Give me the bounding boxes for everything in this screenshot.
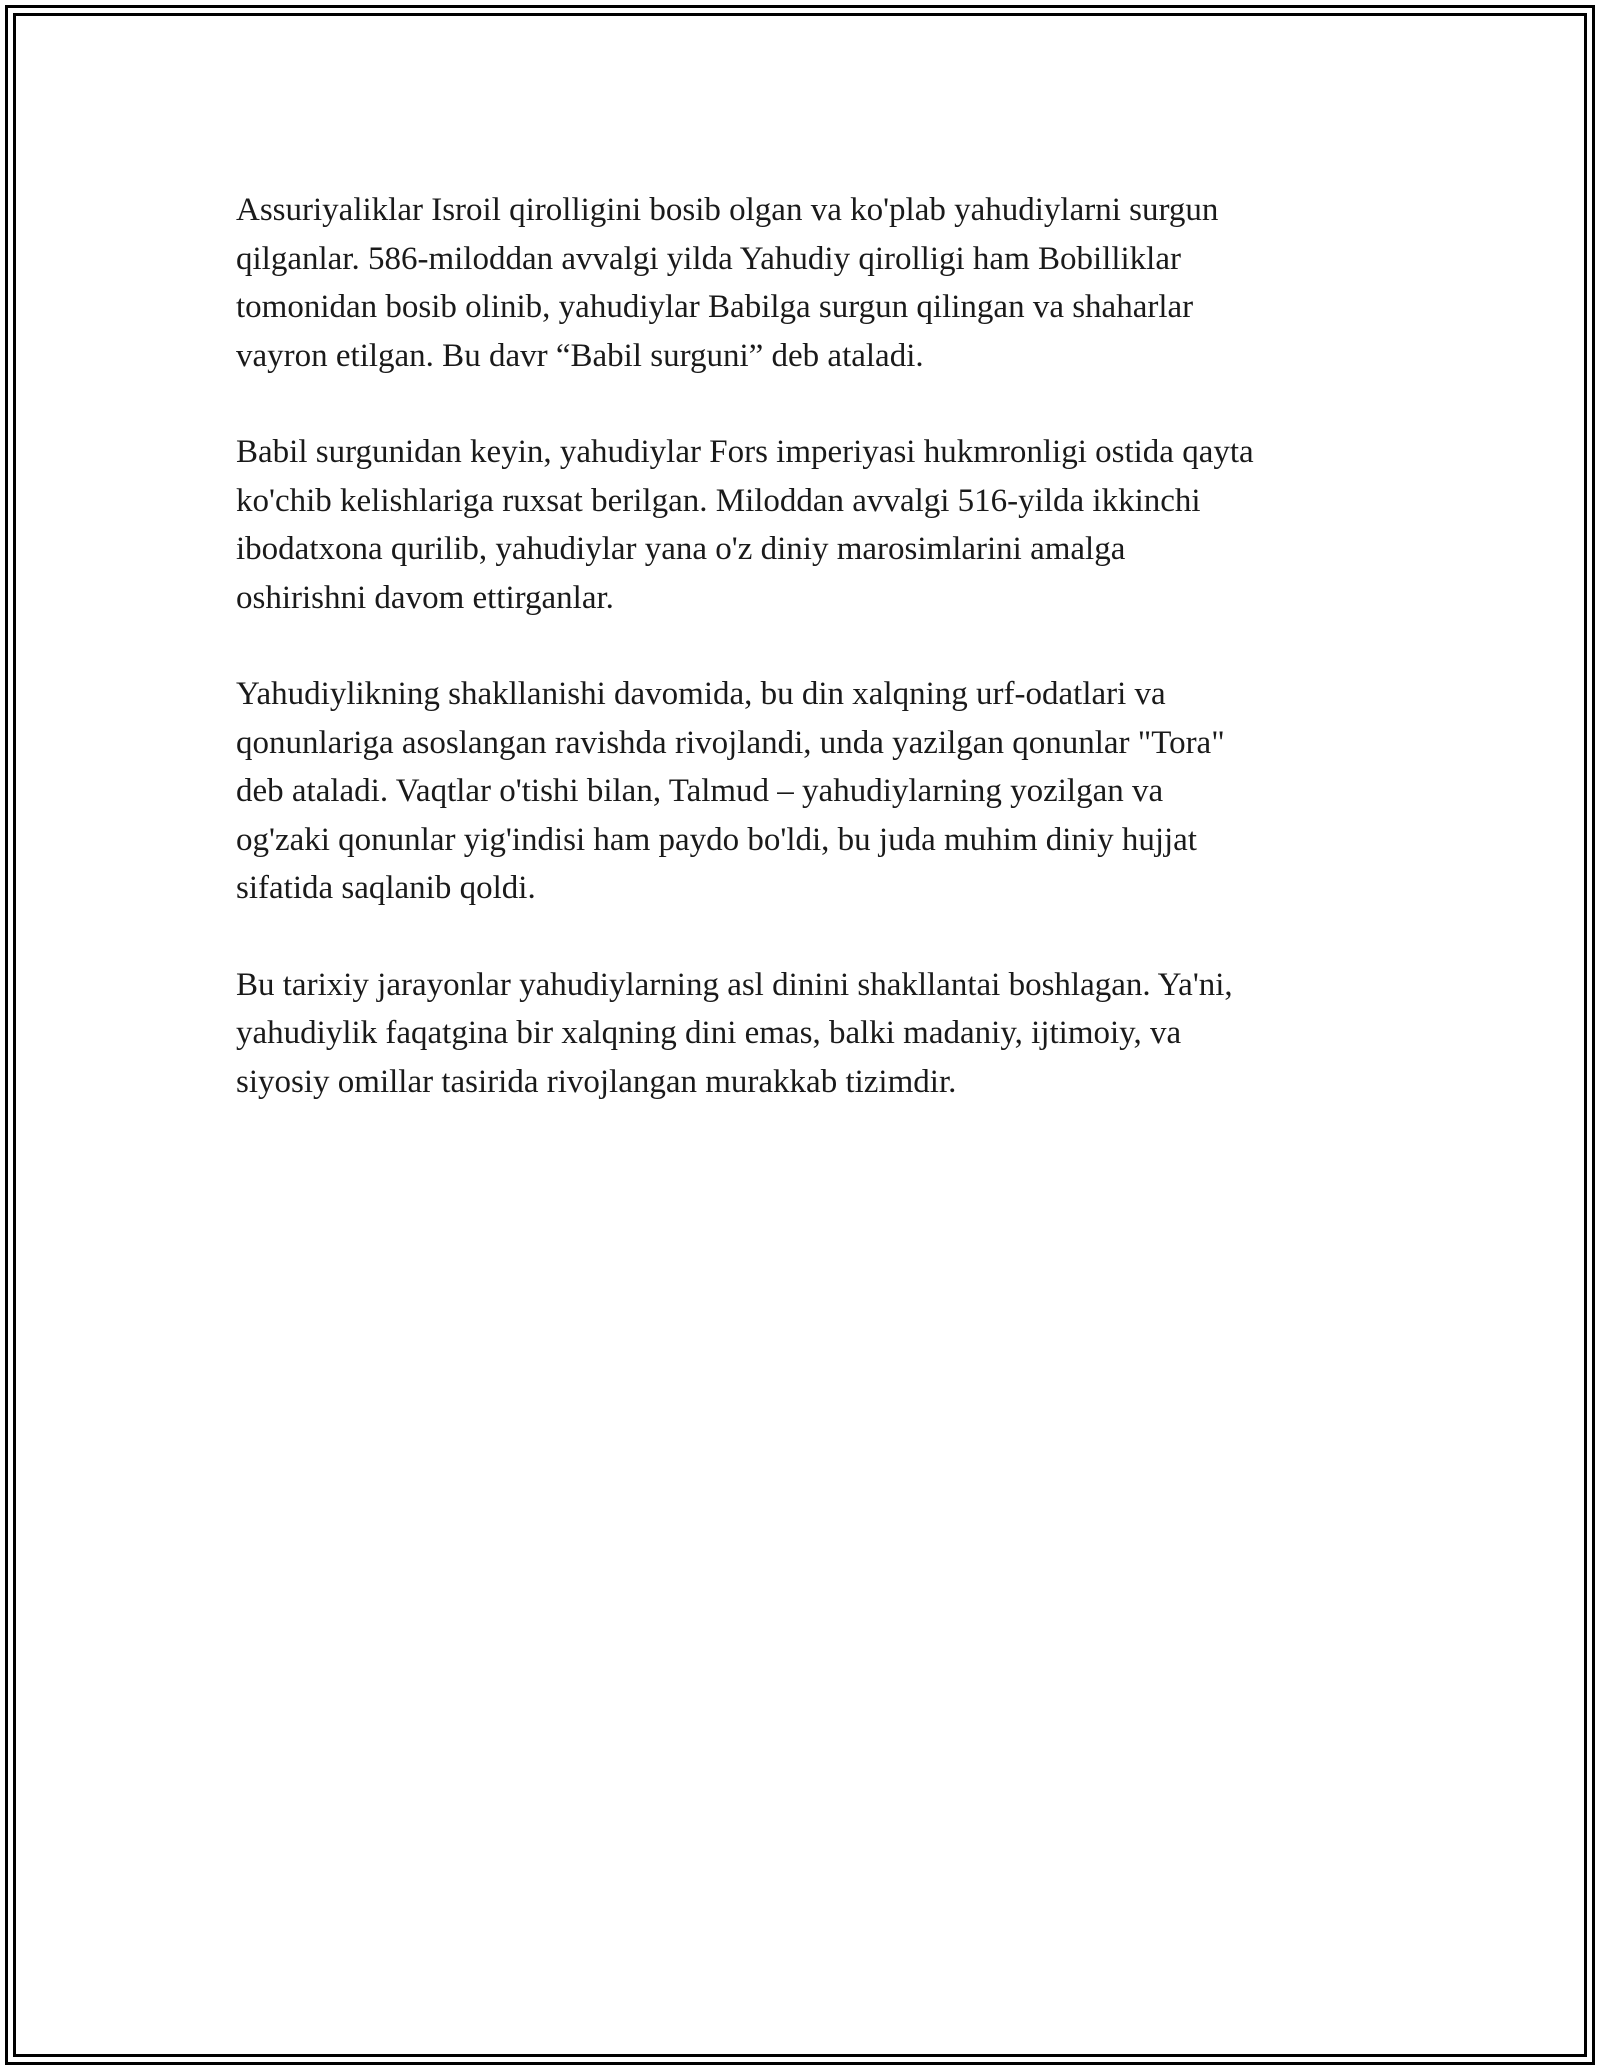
document-body	[236, 186, 1386, 1154]
paragraph-persian-return: Babil surgunidan keyin, yahudiylar Fors imperiyasi hukmronligi ostida qayta ko'chib kelishlariga ruxsat berilgan. Miloddan avvalgi 516-yilda ikkinchi ibodatxona qurilib, yahudiylar yana o'z diniy marosimlarini amalga oshirishni davom ettirganlar.	[236, 434, 1254, 616]
paragraph-babylonian-exile: Assuriyaliklar Isroil qirolligini bosib olgan va ko'plab yahudiylarni surgun qilganlar. 586-miloddan avvalgi yilda Yahudiy qirolligi ham Bobilliklar tomonidan bosib olinib, yahudiylar Babilga surgun qilingan va shaharlar vayron etilgan. Bu davr “Babil surguni” deb ataladi.	[236, 192, 1219, 374]
paragraph-torah-talmud: Yahudiylikning shakllanishi davomida, bu din xalqning urf-odatlari va qonunlariga asoslangan ravishda rivojlandi, unda yazilgan qonunlar "Tora" deb ataladi. Vaqtlar o'tishi bilan, Talmud – yahudiylarning yozilgan va og'zaki qonunlar yig'indisi ham paydo bo'ldi, bu juda muhim diniy hujjat sifatida saqlanib qoldi.	[236, 676, 1225, 906]
paragraph-conclusion: Bu tarixiy jarayonlar yahudiylarning asl dinini shakllantai boshlagan. Ya'ni, yahudiylik faqatgina bir xalqning dini emas, balki madaniy, ijtimoiy, va siyosiy omillar tasirida rivojlangan murakkab tizimdir.	[236, 966, 1233, 1100]
